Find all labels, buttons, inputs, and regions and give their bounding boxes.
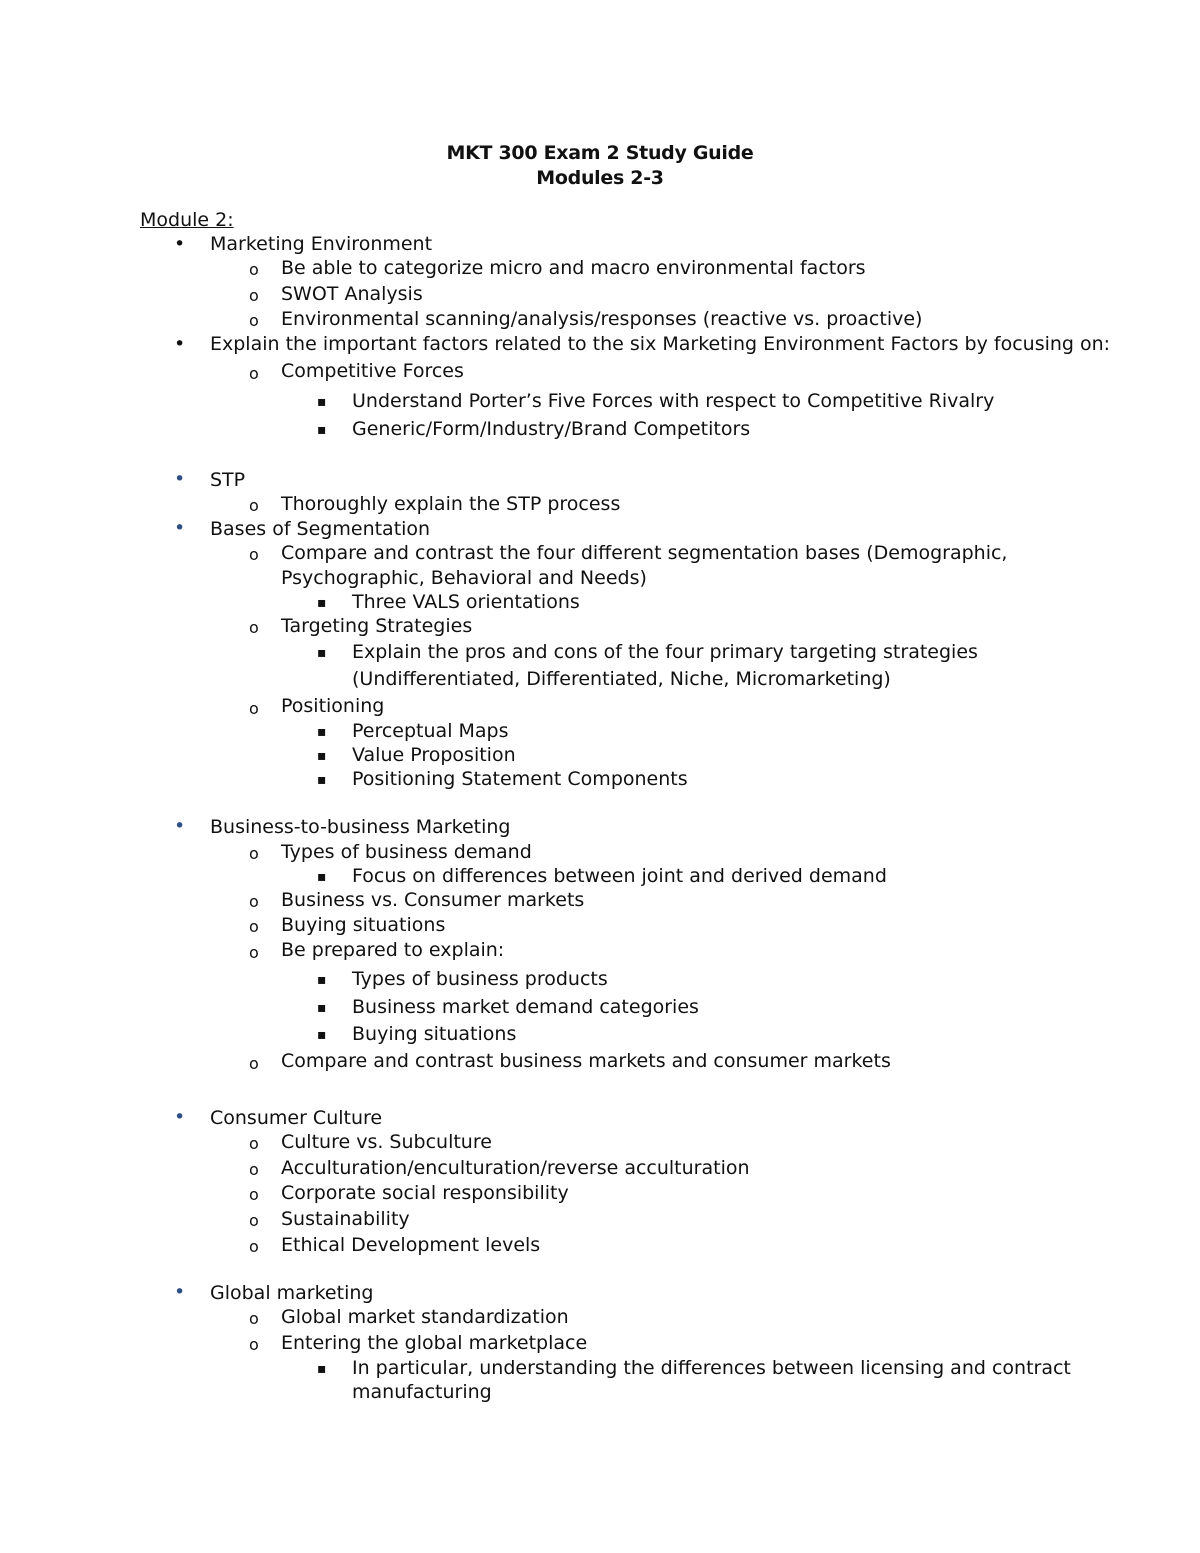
list-item: Global market standardization	[281, 1306, 569, 1328]
sub-bullet-marker: o	[249, 1237, 259, 1256]
list-item: Business market demand categories	[352, 996, 699, 1018]
sub-bullet-marker: o	[249, 1185, 259, 1204]
sub-bullet-marker: o	[249, 496, 259, 515]
list-item: Buying situations	[352, 1023, 517, 1045]
list-item: Competitive Forces	[281, 360, 464, 382]
bullet-marker: •	[174, 517, 186, 539]
section-heading: Module 2:	[140, 209, 234, 231]
list-item-continuation: Psychographic, Behavioral and Needs)	[281, 567, 647, 589]
sub-sub-bullet-marker: ▪	[317, 394, 327, 410]
list-item: Compare and contrast the four different segmentation bases (Demographic,	[281, 542, 1008, 564]
list-item: Understand Porter’s Five Forces with respect to Competitive Rivalry	[352, 390, 995, 412]
list-item: Positioning Statement Components	[352, 768, 688, 790]
sub-bullet-marker: o	[249, 1160, 259, 1179]
sub-sub-bullet-marker: ▪	[317, 595, 327, 611]
sub-sub-bullet-marker: ▪	[317, 1361, 327, 1377]
list-item: Perceptual Maps	[352, 720, 509, 742]
sub-sub-bullet-marker: ▪	[317, 1027, 327, 1043]
bullet-marker: •	[174, 468, 186, 490]
list-item: Focus on differences between joint and derived demand	[352, 865, 887, 887]
sub-bullet-marker: o	[249, 1134, 259, 1153]
list-item: Sustainability	[281, 1208, 410, 1230]
sub-bullet-marker: o	[249, 364, 259, 383]
sub-bullet-marker: o	[249, 892, 259, 911]
list-item: Consumer Culture	[210, 1107, 383, 1129]
sub-bullet-marker: o	[249, 844, 259, 863]
sub-bullet-marker: o	[249, 545, 259, 564]
sub-bullet-marker: o	[249, 260, 259, 279]
sub-bullet-marker: o	[249, 286, 259, 305]
list-item-continuation: manufacturing	[352, 1381, 492, 1403]
sub-bullet-marker: o	[249, 699, 259, 718]
list-item: Explain the pros and cons of the four primary targeting strategies	[352, 641, 978, 663]
sub-bullet-marker: o	[249, 917, 259, 936]
sub-bullet-marker: o	[249, 311, 259, 330]
list-item: Be able to categorize micro and macro environmental factors	[281, 257, 866, 279]
sub-bullet-marker: o	[249, 1054, 259, 1073]
list-item: Business-to-business Marketing	[210, 816, 511, 838]
list-item: Global marketing	[210, 1282, 374, 1304]
list-item: Types of business demand	[281, 841, 532, 863]
sub-bullet-marker: o	[249, 1335, 259, 1354]
sub-sub-bullet-marker: ▪	[317, 772, 327, 788]
document-subtitle: Modules 2-3	[536, 167, 664, 189]
bullet-marker: •	[174, 815, 186, 837]
list-item: Compare and contrast business markets and consumer markets	[281, 1050, 891, 1072]
list-item: Generic/Form/Industry/Brand Competitors	[352, 418, 751, 440]
list-item: Culture vs. Subculture	[281, 1131, 492, 1153]
list-item: In particular, understanding the differences between licensing and contract	[352, 1357, 1071, 1379]
list-item: STP	[210, 469, 246, 491]
list-item: Corporate social responsibility	[281, 1182, 569, 1204]
list-item: Marketing Environment	[210, 233, 433, 255]
list-item: Environmental scanning/analysis/responses (reactive vs. proactive)	[281, 308, 923, 330]
list-item: Thoroughly explain the STP process	[281, 493, 621, 515]
list-item: SWOT Analysis	[281, 283, 423, 305]
document-title: MKT 300 Exam 2 Study Guide	[446, 142, 754, 164]
sub-sub-bullet-marker: ▪	[317, 645, 327, 661]
list-item-continuation: (Undifferentiated, Differentiated, Niche, Micromarketing)	[352, 668, 891, 690]
sub-sub-bullet-marker: ▪	[317, 724, 327, 740]
list-item: Ethical Development levels	[281, 1234, 541, 1256]
sub-bullet-marker: o	[249, 943, 259, 962]
list-item: Value Proposition	[352, 744, 516, 766]
sub-sub-bullet-marker: ▪	[317, 869, 327, 885]
list-item: Bases of Segmentation	[210, 518, 431, 540]
bullet-marker: •	[174, 233, 186, 255]
bullet-marker: •	[174, 333, 186, 355]
list-item: Acculturation/enculturation/reverse acculturation	[281, 1157, 750, 1179]
list-item: Positioning	[281, 695, 385, 717]
sub-sub-bullet-marker: ▪	[317, 422, 327, 438]
list-item: Buying situations	[281, 914, 446, 936]
list-item: Targeting Strategies	[281, 615, 473, 637]
bullet-marker: •	[174, 1106, 186, 1128]
sub-sub-bullet-marker: ▪	[317, 972, 327, 988]
sub-bullet-marker: o	[249, 1211, 259, 1230]
list-item: Explain the important factors related to the six Marketing Environment Factors by focusing on:	[210, 333, 1111, 355]
list-item: Be prepared to explain:	[281, 939, 505, 961]
list-item: Types of business products	[352, 968, 608, 990]
sub-sub-bullet-marker: ▪	[317, 1000, 327, 1016]
bullet-marker: •	[174, 1281, 186, 1303]
list-item: Three VALS orientations	[352, 591, 580, 613]
sub-bullet-marker: o	[249, 1309, 259, 1328]
list-item: Entering the global marketplace	[281, 1332, 588, 1354]
list-item: Business vs. Consumer markets	[281, 889, 585, 911]
sub-bullet-marker: o	[249, 618, 259, 637]
sub-sub-bullet-marker: ▪	[317, 748, 327, 764]
